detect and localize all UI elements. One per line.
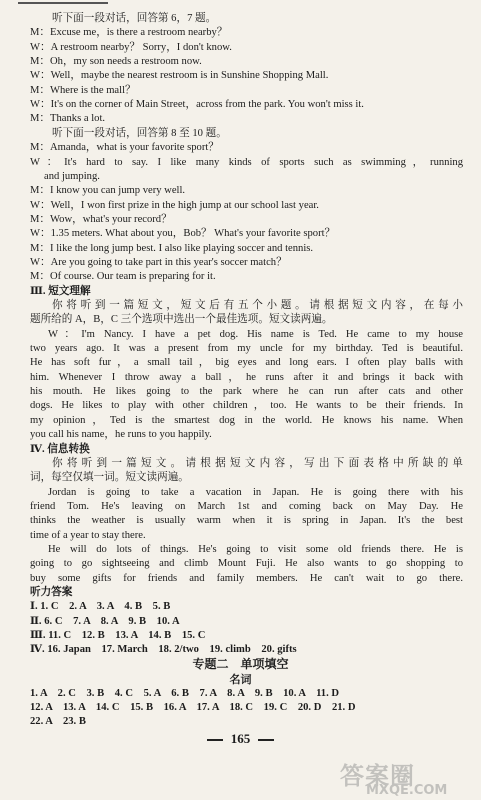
section-title: 专题二 单项填空 [192, 656, 289, 671]
page-number-text: 165 [230, 730, 251, 746]
dialogue-line: W：Are you going to take part in this year's soccer match？ [30, 256, 287, 268]
dialogue-line: W：Well，I won first prize in the high jump at our school last year. [30, 199, 319, 211]
dialogue-line: and jumping. [44, 170, 100, 182]
dialogue-line: M：Thanks a lot. [30, 113, 106, 125]
dialogue-line: W：Well，maybe the nearest restroom is in Sunshine Shopping Mall. [30, 70, 329, 82]
answer-row: 1. A 2. C 3. B 4. C 5. A 6. B 7. A 8. A 9. B 10. A 11. D [30, 687, 340, 699]
dialogue-heading-8-10: 听下面一段对话，回答第 8 至 10 题。 [52, 127, 227, 139]
passage-line: time of a year to stay there. [30, 529, 146, 541]
instruction-line: 词，每空仅填一词。短文读两遍。 [30, 472, 189, 484]
passage-line: you call his name，he runs to you happily. [30, 429, 212, 441]
answer-row: Ⅱ. 6. C 7. A 8. A 9. B 10. A [30, 615, 180, 627]
sub-title: 名词 [229, 673, 252, 686]
passage-line: him. Whenever I throw away a ball，he runs after it and brings it back with [30, 371, 463, 383]
dialogue-line: W：It's on the corner of Main Street，across from the park. You won't miss it. [30, 99, 364, 111]
dialogue-line: W：It's hard to say. I like many kinds of sports such as swimming，running [30, 156, 463, 168]
passage-line: He will do lots of things. He's going to visit some old friends there. He is [48, 543, 463, 555]
watermark-logo [340, 756, 476, 800]
passage-line: my opinion，Ted is the smartest dog in the world. He knows his name. When [30, 414, 463, 426]
dialogue-line: W：A restroom nearby？ Sorry，I don't know. [30, 41, 232, 53]
passage-line: He has soft fur，a small tail，big eyes and long ears. I often play balls with [30, 357, 463, 369]
dialogue-heading-6-7: 听下面一段对话，回答第 6，7 题。 [52, 13, 217, 24]
watermark-url: MXQE.COM [366, 783, 448, 798]
answer-row: 22. A 23. B [30, 715, 86, 727]
dialogue-line: M：I like the long jump best. I also like playing soccer and tennis. [30, 242, 314, 254]
passage-line: W：I'm Nancy. I have a pet dog. His name is Ted. He came to my house [48, 328, 463, 340]
section-heading-iv: Ⅳ. 信息转换 [30, 443, 90, 455]
dialogue-line: M：Of course. Our team is preparing for it. [30, 271, 216, 283]
dialogue-line: W：1.35 meters. What about you，Bob？ What's your favorite sport？ [30, 228, 336, 240]
passage-line: thinks the weather is usually warm when it is spring in Japan. It's the best [30, 515, 463, 527]
answer-row: Ⅰ. 1. C 2. A 3. A 4. B 5. B [30, 601, 171, 613]
answer-row: Ⅲ. 11. C 12. B 13. A 14. B 15. C [30, 630, 206, 642]
passage-line: two years ago. It was a present from my uncle for my birthday. Ted is beautiful. [30, 343, 463, 355]
dialogue-line: M：Where is the mall？ [30, 84, 136, 96]
dialogue-line: M：Amanda，what is your favorite sport？ [30, 142, 219, 154]
passage-line: his mouth. He likes going to the park where he can run after cats and other [30, 386, 463, 398]
section-heading-iii: Ⅲ. 短文理解 [30, 285, 91, 297]
answer-row: Ⅳ. 16. Japan 17. March 18. 2/two 19. climb 20. gifts [30, 644, 297, 656]
passage-line: buy some gifts for friends and family members. He can't wait to go there. [30, 572, 463, 584]
passage-line: friend Tom. He's leaving on March 1st and coming back on May Day. He [30, 500, 463, 512]
passage-line: going to go sightseeing and climb Mount Fuji. He also wants to go shopping to [30, 558, 463, 570]
passage-line: Jordan is going to take a vacation in Japan. He is going there with his [48, 486, 463, 498]
dialogue-line: M：Oh，my son needs a restroom now. [30, 56, 202, 68]
answer-row: 12. A 13. A 14. C 15. B 16. A 17. A 18. C 19. C 20. D 21. D [30, 701, 356, 713]
dialogue-line: M：Wow，what's your record？ [30, 213, 172, 225]
dialogue-line: M：Excuse me，is there a restroom nearby？ [30, 27, 228, 39]
passage-line: dogs. He likes to play with other children，too. He wants to be their friends. In [30, 400, 463, 412]
answers-heading: 听力答案 [30, 587, 73, 598]
watermark-text: 答案圈 [340, 762, 415, 790]
dialogue-line: M：I know you can jump very well. [30, 185, 186, 197]
instruction-line: 你将听到一篇短文。请根据短文内容，写出下面表格中所缺的单 [52, 457, 463, 469]
top-rule [18, 2, 108, 4]
instruction-line: 你将听到一篇短文，短文后有五个小题。请根据短文内容，在每小 [52, 300, 463, 311]
instruction-line: 题所给的 A，B，C 三个选项中选出一个最佳选项。短文读两遍。 [30, 314, 333, 326]
page-number [0, 731, 481, 747]
